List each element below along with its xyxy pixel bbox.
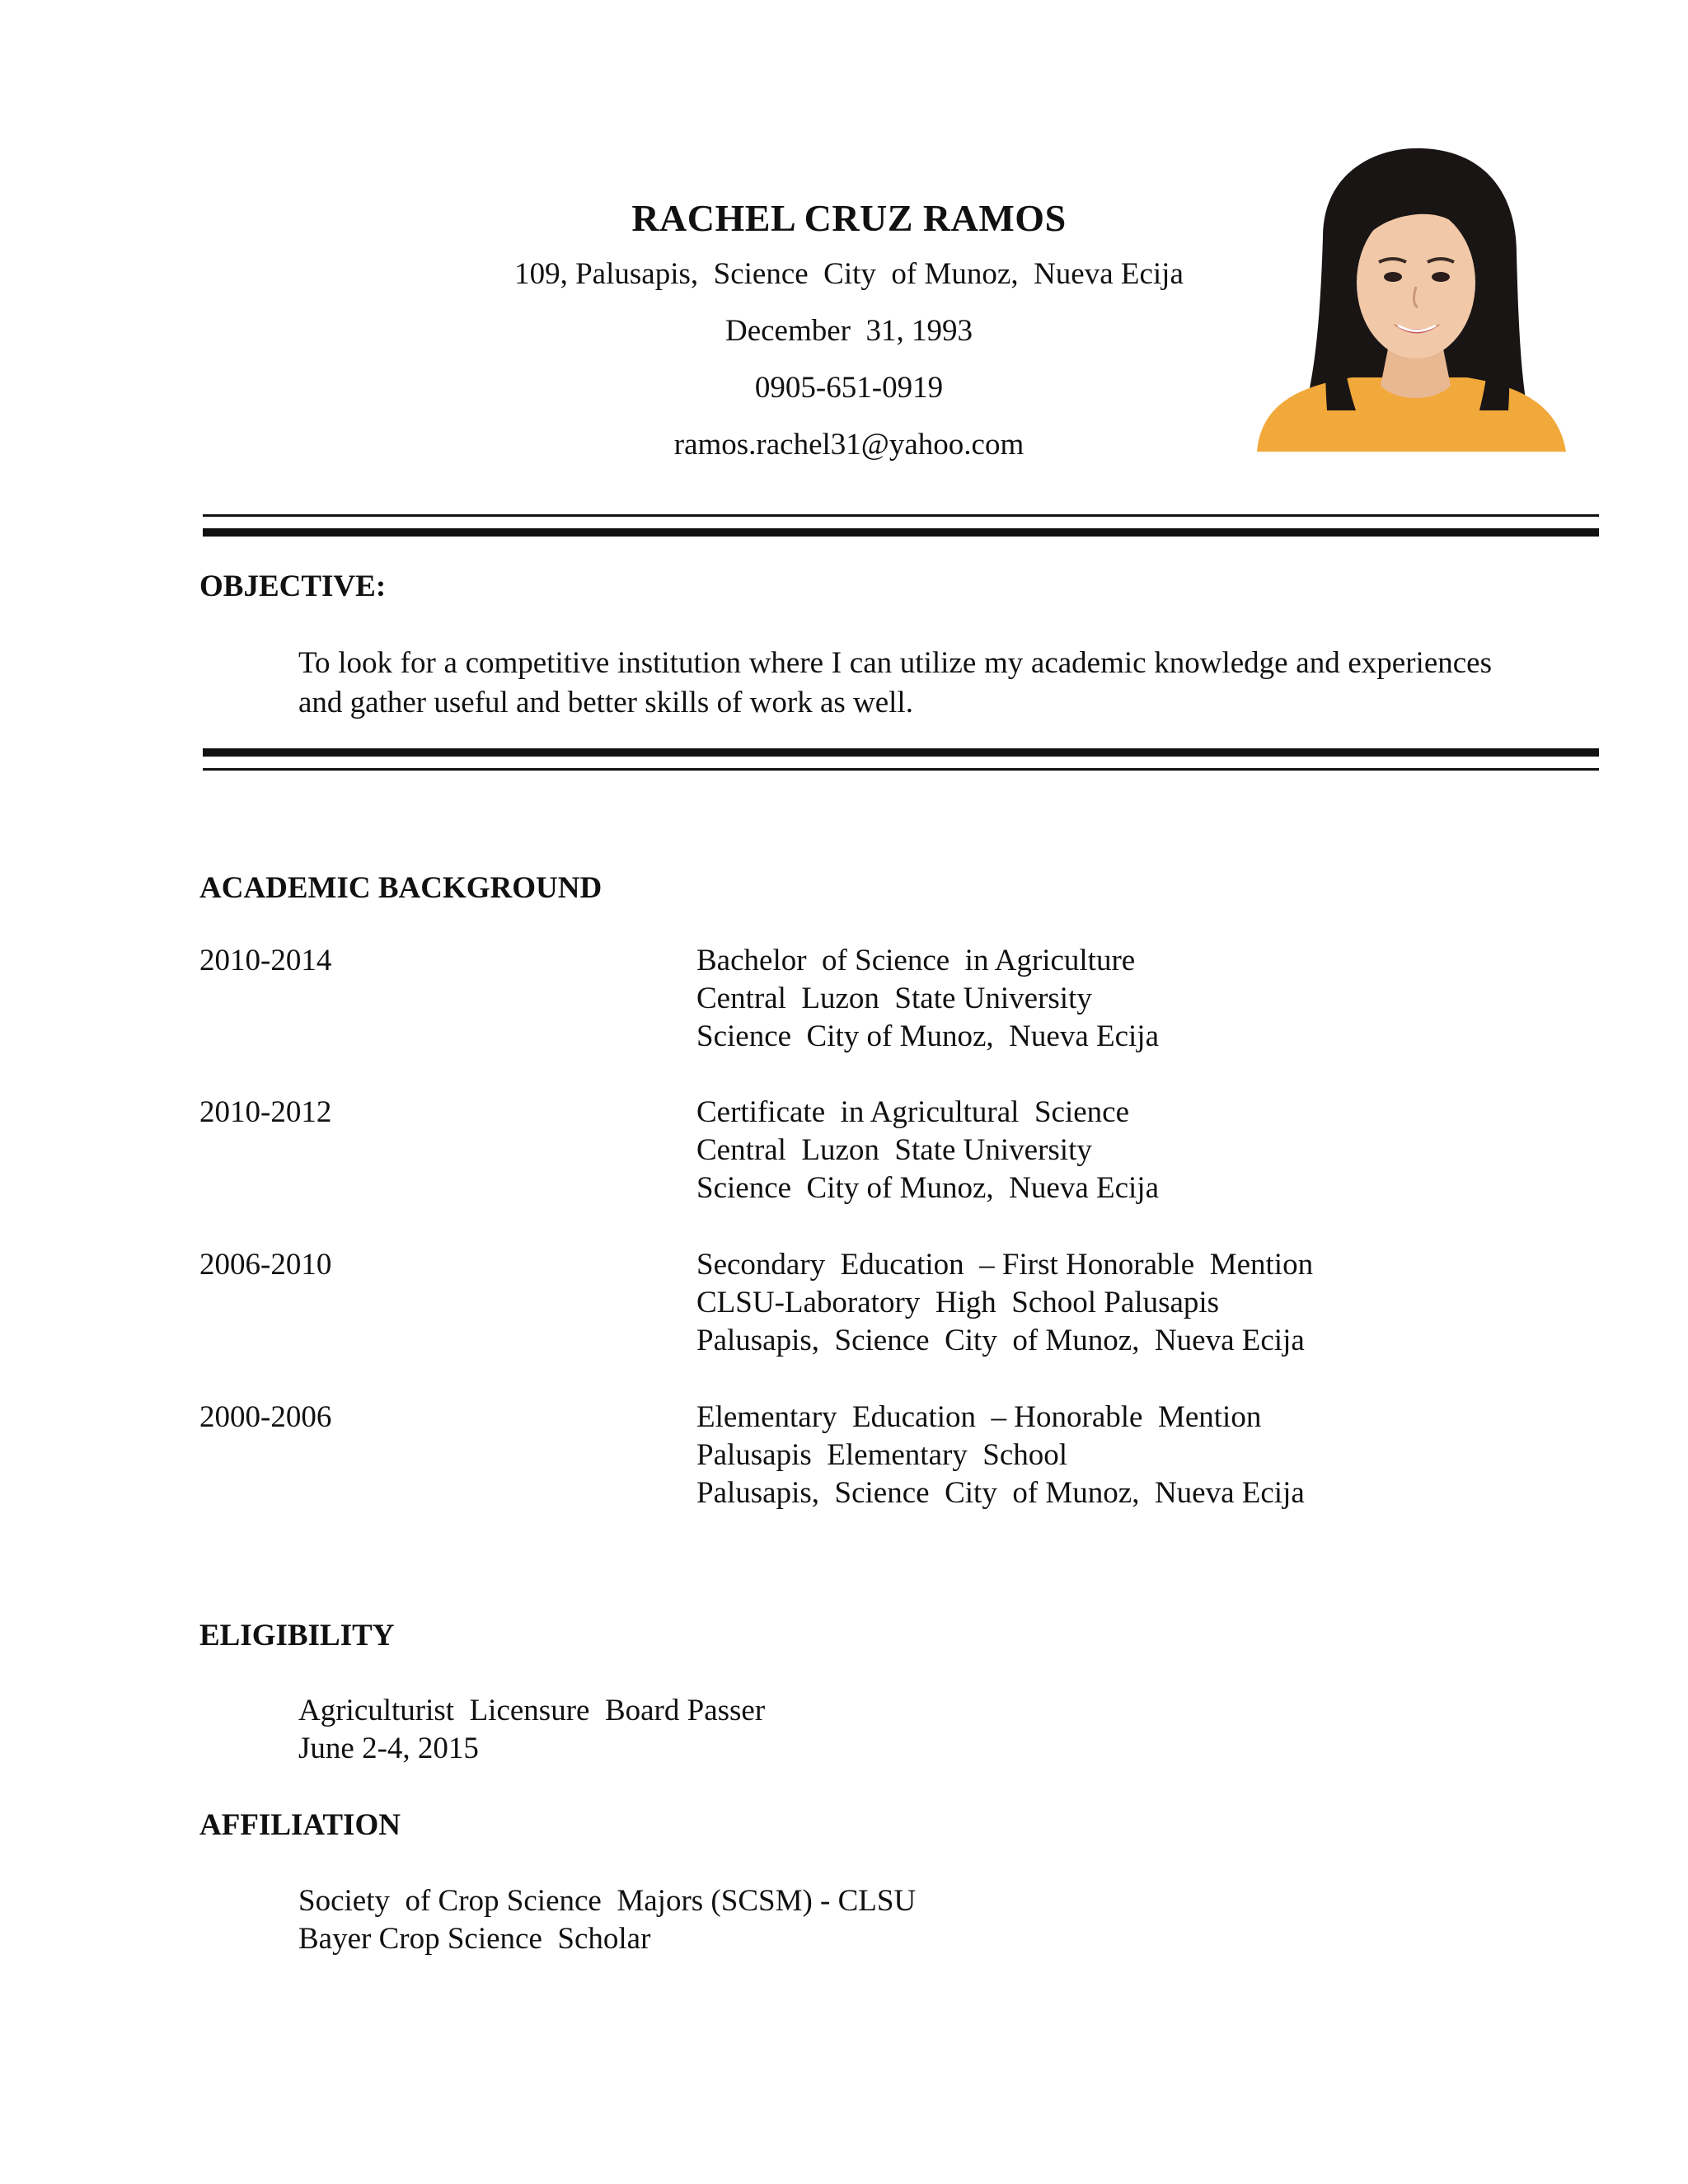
header-rule-thick: [203, 528, 1599, 537]
objective-text: To look for a competitive institution where I can utilize my academic knowledge and experiences and gather useful and better skills of work as well.: [298, 646, 1492, 719]
academic-entry-years: 2010-2012: [199, 1095, 332, 1129]
degree-title: Elementary Education – Honorable Mention: [696, 1400, 1262, 1434]
eligibility-details: [298, 1692, 765, 1768]
header-rule-thin: [203, 514, 1599, 517]
license-date: June 2-4, 2015: [298, 1732, 479, 1765]
objective-rule-thick: [203, 748, 1599, 757]
objective-heading: OBJECTIVE:: [199, 569, 387, 603]
academic-heading: ACADEMIC BACKGROUND: [199, 871, 603, 905]
school-name: Palusapis Elementary School: [696, 1438, 1068, 1472]
school-name: Central Luzon State University: [696, 1133, 1092, 1167]
license-title: Agriculturist Licensure Board Passer: [298, 1694, 766, 1727]
affiliation-item: Society of Crop Science Majors (SCSM) - CLSU: [298, 1884, 917, 1918]
academic-entry-years: 2000-2006: [199, 1400, 332, 1434]
school-name: Central Luzon State University: [696, 982, 1092, 1015]
degree-title: Certificate in Agricultural Science: [696, 1095, 1129, 1129]
academic-entry-details: [696, 942, 1159, 1056]
academic-entry-years: 2010-2014: [199, 944, 332, 977]
academic-entry-details: [696, 1094, 1159, 1207]
objective-rule-thin: [203, 768, 1599, 771]
affiliation-details: [298, 1882, 916, 1958]
school-name: CLSU-Laboratory High School Palusapis: [696, 1286, 1220, 1319]
eligibility-heading: ELIGIBILITY: [199, 1619, 395, 1652]
applicant-name: RACHEL CRUZ RAMOS: [631, 197, 1067, 239]
school-location: Palusapis, Science City of Munoz, Nueva Ecija: [696, 1476, 1305, 1510]
applicant-photo: [1245, 138, 1570, 452]
email-address: ramos.rachel31@yahoo.com: [673, 428, 1025, 462]
birthdate: December 31, 1993: [724, 314, 973, 348]
resume-header: [445, 191, 1253, 473]
address: 109, Palusapis, Science City of Munoz, Nueva Ecija: [514, 257, 1184, 291]
phone-number: 0905-651-0919: [754, 371, 944, 405]
affiliation-heading: AFFILIATION: [199, 1808, 401, 1842]
academic-entry-years: 2006-2010: [199, 1248, 332, 1282]
academic-entry-details: [696, 1246, 1313, 1360]
school-location: Science City of Munoz, Nueva Ecija: [696, 1171, 1159, 1205]
school-location: Palusapis, Science City of Munoz, Nueva Ecija: [696, 1324, 1305, 1357]
academic-entry-details: [696, 1399, 1305, 1512]
affiliation-item: Bayer Crop Science Scholar: [298, 1922, 651, 1956]
school-location: Science City of Munoz, Nueva Ecija: [696, 1019, 1159, 1053]
degree-title: Secondary Education – First Honorable Mention: [696, 1248, 1314, 1282]
degree-title: Bachelor of Science in Agriculture: [696, 944, 1136, 977]
